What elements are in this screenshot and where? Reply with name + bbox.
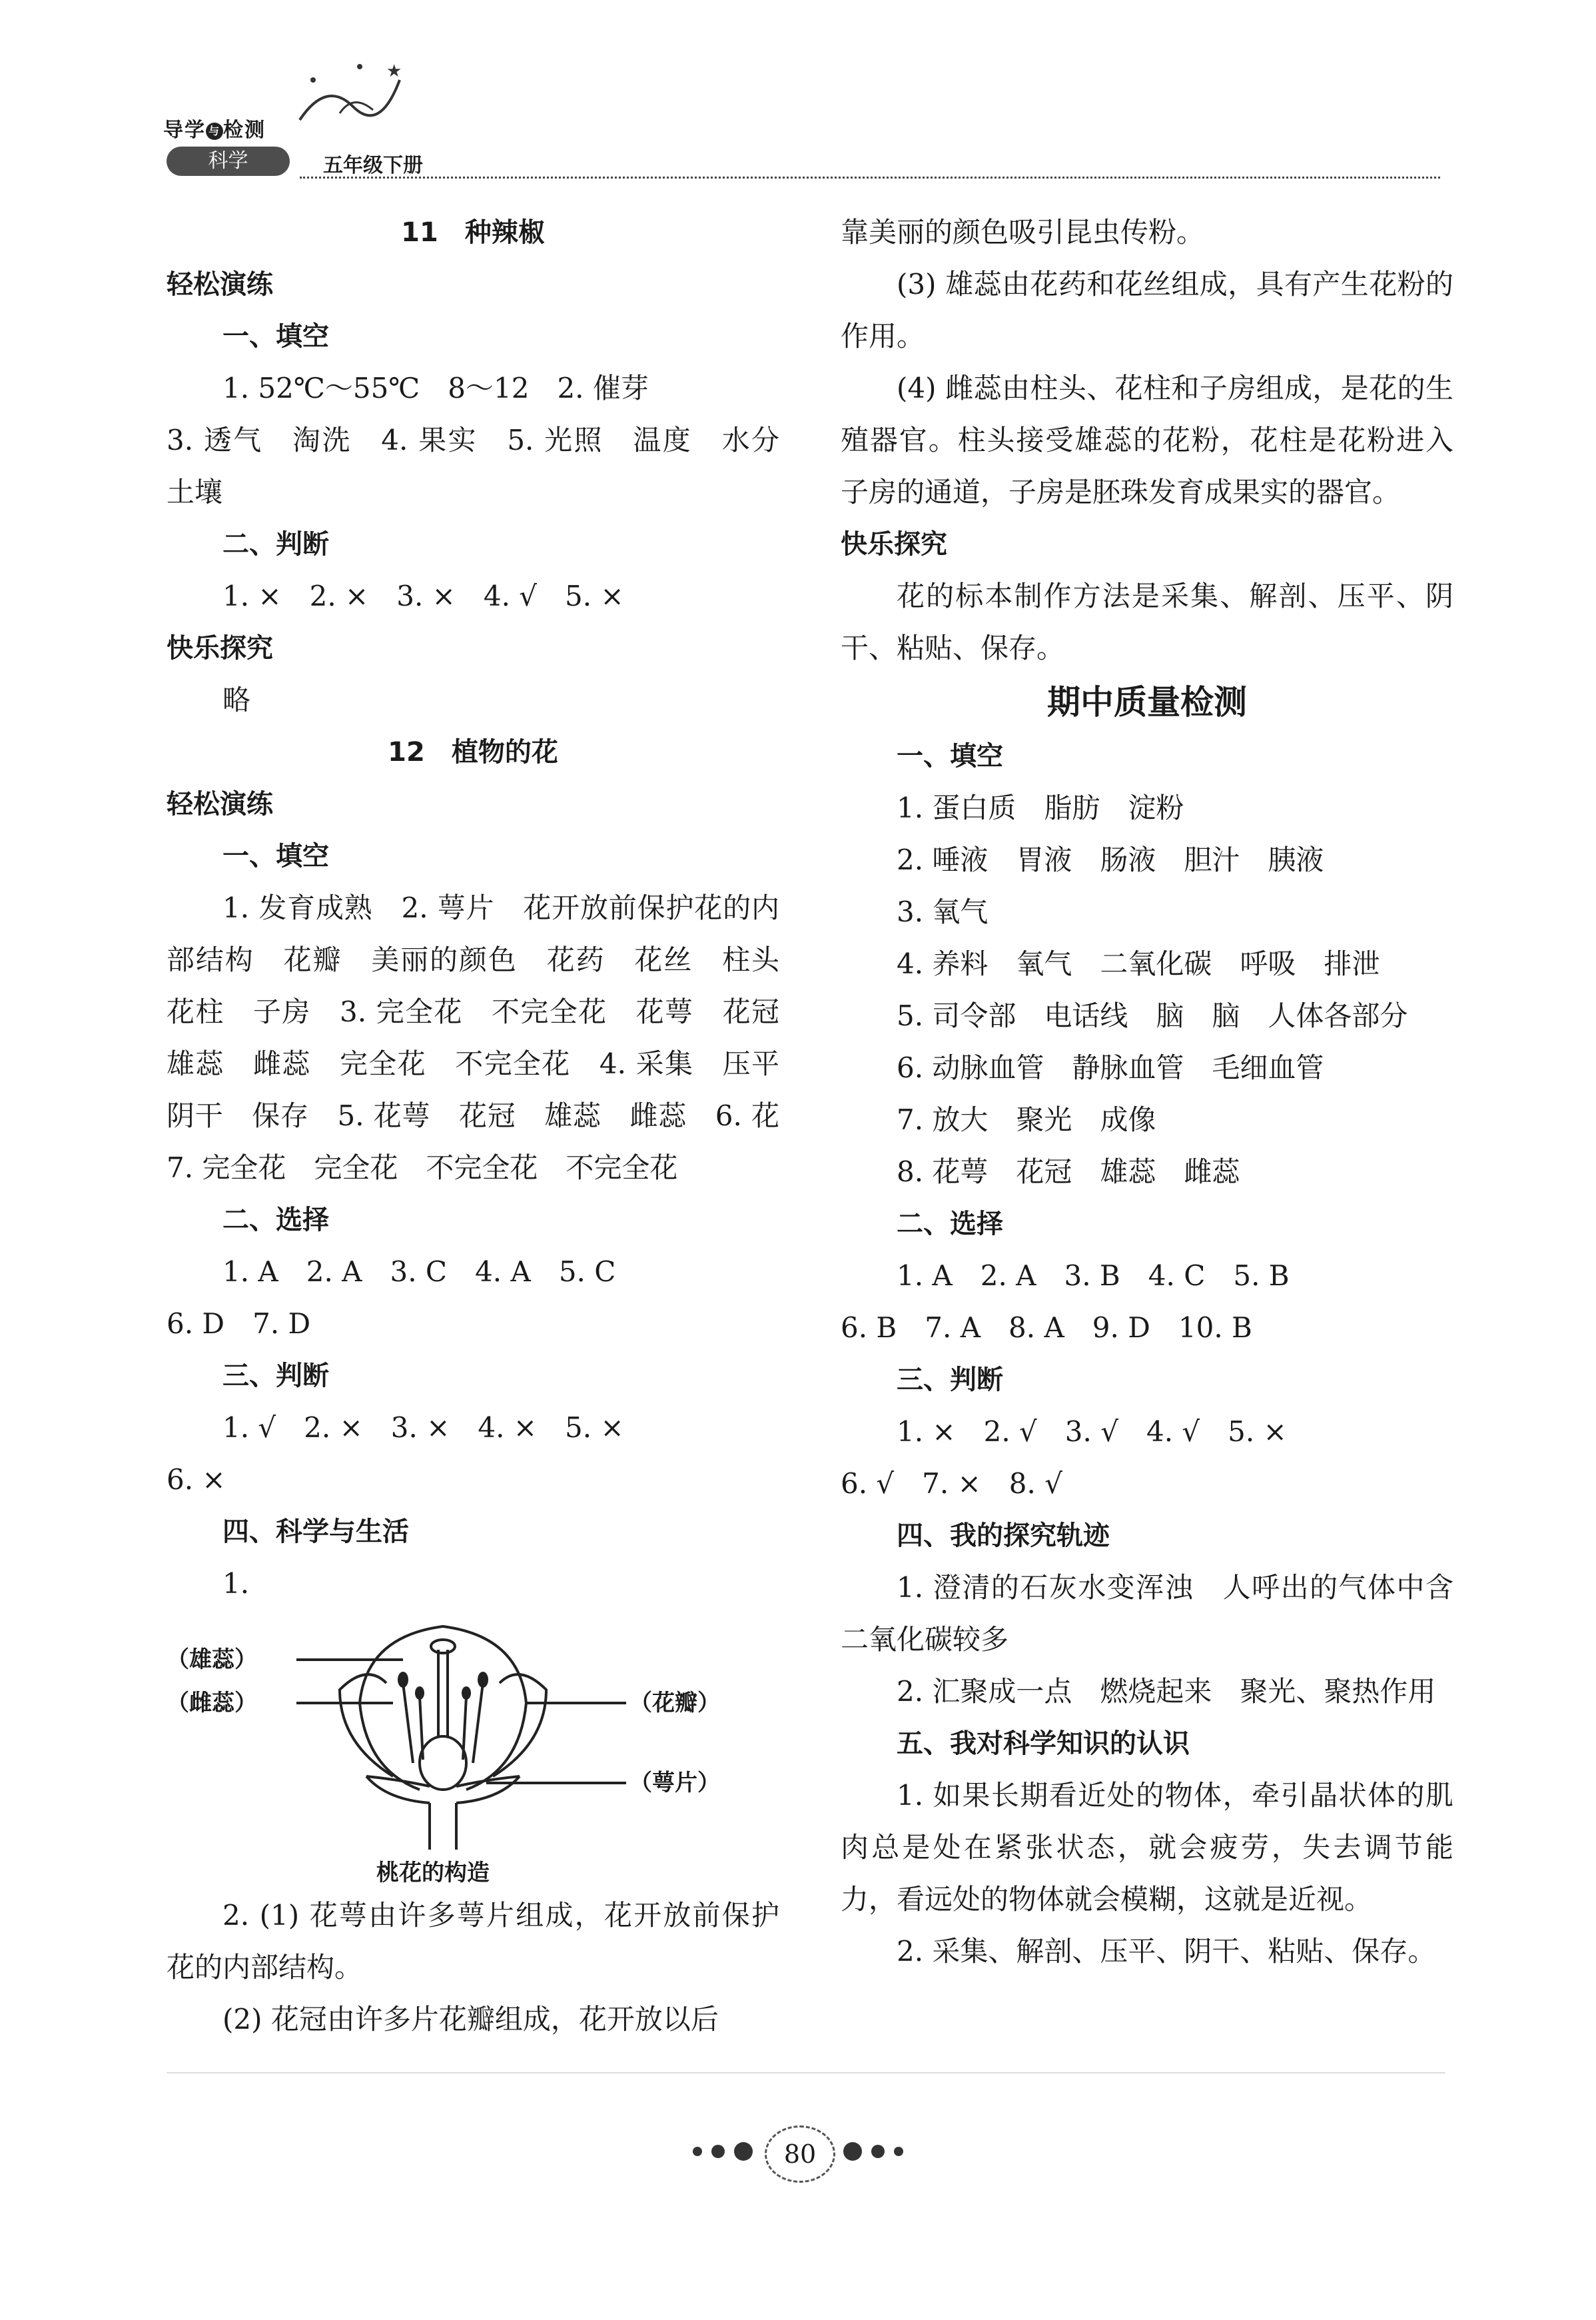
left-column (167, 207, 808, 2045)
label-pistil: （雌蕊） (167, 1690, 257, 1716)
dot-icon (843, 2142, 862, 2161)
s12-judge-answer-1: 1. √ 2. × 3. × 4. × 5. × (222, 1411, 624, 1444)
mid-track-1: 1. 澄清的石灰水变浑浊 人呼出的气体中含二氧化碳较多 (841, 1571, 1453, 1656)
s12-choice-heading: 二、选择 (222, 1205, 329, 1235)
mid-fill-2: 2. 唾液 胃液 肠液 胆汁 胰液 (897, 844, 1324, 876)
s12-life-item-3: (2) 花冠由许多片花瓣组成，花开放以后 (222, 2003, 719, 2035)
mid-fill-7: 7. 放大 聚光 成像 (897, 1103, 1156, 1136)
s12-choice-answer-1: 1. A 2. A 3. C 4. A 5. C (222, 1255, 616, 1288)
s11-judge-answer: 1. × 2. × 3. × 4. √ 5. × (222, 580, 624, 612)
dot-icon (894, 2147, 903, 2156)
s11-judge-heading: 二、判断 (222, 529, 329, 560)
midterm-title: 期中质量检测 (1047, 682, 1247, 722)
label-sepal: （萼片） (629, 1770, 720, 1796)
s12-judge-answer-2: 6. × (167, 1463, 226, 1496)
page-header (160, 27, 1439, 187)
mid-fill-8: 8. 花萼 花冠 雄蕊 雌蕊 (897, 1155, 1240, 1188)
s12-easy-heading: 轻松演练 (167, 789, 273, 820)
section-12-title: 12 植物的花 (388, 737, 558, 768)
page-footer (0, 2119, 1596, 2199)
dot-icon (711, 2145, 725, 2158)
diagram-caption: 桃花的构造 (376, 1860, 490, 1886)
mid-know-1: 1. 如果长期看近处的物体，牵引晶状体的肌肉总是处在紧张状态，就会疲劳，失去调节能力，看远处的物体就会模糊，这就是近视。 (841, 1779, 1453, 1916)
s11-fill-heading: 一、填空 (222, 321, 329, 352)
mid-fill-4: 4. 养料 氧气 二氧化碳 呼吸 排泄 (897, 947, 1380, 980)
s11-explore-answer: 略 (222, 684, 251, 716)
right-column (841, 207, 1453, 1978)
mid-fill-3: 3. 氧气 (897, 895, 989, 928)
cont-line-2: (3) 雄蕊由花药和花丝组成，具有产生花粉的作用。 (841, 268, 1453, 352)
s11-fill-answer-2: 3. 透气 淘洗 4. 果实 5. 光照 温度 水分 土壤 (167, 424, 808, 508)
header-divider (300, 177, 1440, 179)
label-petal: （花瓣） (629, 1690, 720, 1716)
dot-icon (871, 2145, 885, 2158)
mid-choice-heading: 二、选择 (897, 1209, 1003, 1239)
brand-logo: 导学 与 检测 (163, 119, 266, 142)
decorative-swirl-icon (286, 53, 406, 133)
explore-answer: 花的标本制作方法是采集、解剖、压平、阴干、粘贴、保存。 (841, 580, 1453, 664)
s12-life-heading: 四、科学与生活 (222, 1516, 409, 1547)
s12-fill-answers: 1. 发育成熟 2. 萼片 花开放前保护花的内部结构 花瓣 美丽的颜色 花药 花丝 柱头 花柱 子房 3. 完全花 不完全花 花萼 花冠 雄蕊 雌蕊 完全花 不完全花 4. 采集 压平 阴干 保存 5. 花萼 花冠 雄蕊 雌蕊 6. 花 7. 完全花 完全花 不完全花 不完全花 (167, 891, 808, 1184)
mid-choice-2: 6. B 7. A 8. A 9. D 10. B (841, 1311, 1252, 1344)
s11-easy-heading: 轻松演练 (167, 269, 273, 300)
mid-know-heading: 五、我对科学知识的认识 (897, 1728, 1190, 1759)
mid-fill-5: 5. 司令部 电话线 脑 脑 人体各部分 (897, 999, 1408, 1032)
flower-structure-figure (167, 1610, 779, 1850)
s12-fill-heading: 一、填空 (222, 841, 329, 871)
mid-fill-6: 6. 动脉血管 静脉血管 毛细血管 (897, 1051, 1324, 1084)
mid-judge-1: 1. × 2. √ 3. √ 4. √ 5. × (897, 1415, 1287, 1448)
peach-flower-diagram (167, 1610, 779, 1890)
page-number: 80 (765, 2125, 835, 2183)
mid-choice-1: 1. A 2. A 3. B 4. C 5. B (897, 1259, 1290, 1292)
s12-choice-answer-2: 6. D 7. D (167, 1307, 311, 1340)
svg-text:★: ★ (386, 61, 402, 81)
s12-life-item-2: 2. (1) 花萼由许多萼片组成，花开放前保护花的内部结构。 (167, 1899, 779, 1984)
subject-badge: 科学 (167, 147, 290, 176)
mid-fill-heading: 一、填空 (897, 741, 1003, 772)
mid-judge-2: 6. √ 7. × 8. √ (841, 1467, 1062, 1500)
explore-heading: 快乐探究 (841, 529, 947, 560)
grade-label: 五年级下册 (323, 154, 423, 177)
s11-explore-heading: 快乐探究 (167, 633, 273, 664)
s12-life-item-1: 1. (222, 1567, 250, 1600)
cont-line-1: 靠美丽的颜色吸引昆虫传粉。 (841, 216, 1205, 249)
s12-judge-heading: 三、判断 (222, 1361, 329, 1391)
dot-icon (693, 2147, 702, 2156)
mid-track-2: 2. 汇聚成一点 燃烧起来 聚光、聚热作用 (897, 1675, 1436, 1708)
mid-track-heading: 四、我的探究轨迹 (897, 1520, 1110, 1551)
mid-judge-heading: 三、判断 (897, 1365, 1003, 1395)
mid-know-2: 2. 采集、解剖、压平、阴干、粘贴、保存。 (897, 1935, 1436, 1968)
section-11-title: 11 种辣椒 (401, 217, 545, 248)
dot-icon (734, 2142, 753, 2161)
s11-fill-answer-1: 1. 52℃～55℃ 8～12 2. 催芽 (222, 372, 649, 404)
bottom-divider (167, 2072, 1445, 2073)
cont-line-3: (4) 雌蕊由柱头、花柱和子房组成，是花的生殖器官。柱头接受雄蕊的花粉，花柱是花粉进入子房的通道，子房是胚珠发育成果实的器官。 (841, 372, 1453, 508)
label-stamen: （雄蕊） (167, 1646, 257, 1673)
mid-fill-1: 1. 蛋白质 脂肪 淀粉 (897, 792, 1184, 824)
